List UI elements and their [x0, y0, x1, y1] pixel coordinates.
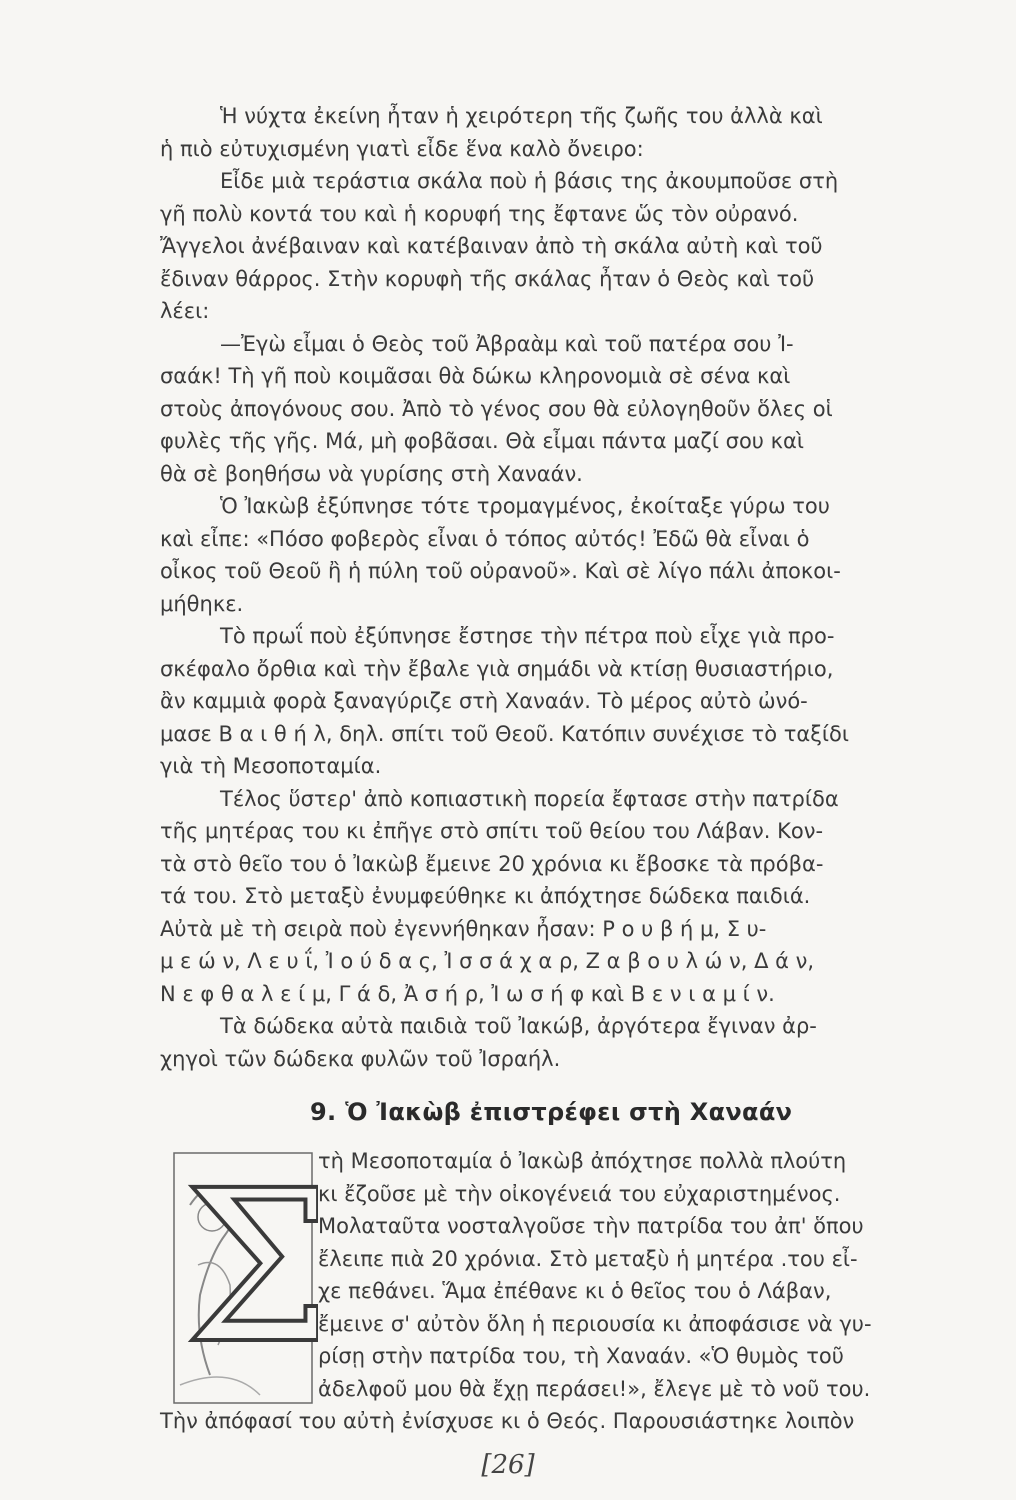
text-block-last-line — [160, 1405, 960, 1438]
text-line: Μολαταῦτα νοσταλγοῦσε τὴν πατρίδα του ἀπ' ὅπου — [318, 1214, 864, 1238]
paragraph-laban — [160, 783, 960, 1011]
dropcap-letter: Σ — [183, 1145, 318, 1390]
text-line: Ἡ νύχτα ἐκείνη ἦταν ἡ χειρότερη τῆς ζωῆς του ἀλλὰ καὶ — [220, 104, 823, 128]
text-line: ἔλειπε πιὰ 20 χρόνια. Στὸ μεταξὺ ἡ μητέρα .του εἶ- — [318, 1246, 858, 1271]
text-line: Τὴν ἀπόφασί του αὐτὴ ἐνίσχυσε κι ὁ Θεός. Παρουσιάστηκε λοιπὸν — [160, 1409, 855, 1433]
illustrated-dropcap — [170, 1145, 318, 1410]
text-line: τὴ Μεσοποταμία ὁ Ἰακὼβ ἀπόχτησε πολλὰ πλούτη — [318, 1149, 847, 1173]
text-line: γιὰ τὴ Μεσοποταμία. — [160, 754, 382, 778]
text-line: τά του. Στὸ μεταξὺ ἐνυμφεύθηκε κι ἀπόχτησε δώδεκα παιδιά. — [160, 884, 811, 908]
text-line: Τὰ δώδεκα αὐτὰ παιδιὰ τοῦ Ἰακώβ, ἀργότερα ἔγιναν ἀρ- — [220, 1014, 817, 1038]
text-line: γῆ πολὺ κοντά του καὶ ἡ κορυφή της ἔφτανε ὥς τὸν οὐρανό. — [160, 201, 799, 226]
text-line: μ ε ώ ν, Λ ε υ ΐ, Ἰ ο ύ δ α ς, Ἰ σ σ ά χ α ρ, Ζ α β ο υ λ ώ ν, Δ ά ν, — [160, 949, 815, 973]
dropcap-illustration — [170, 1145, 318, 1410]
text-line: ἂν καμμιὰ φορὰ ξαναγύριζε στὴ Χαναάν. Τὸ μέρος αὐτὸ ὠνό- — [160, 689, 808, 713]
text-line: σαάκ! Τὴ γῆ ποὺ κοιμᾶσαι θὰ δώκω κληρονομιὰ σὲ σένα καὶ — [160, 364, 791, 388]
page-number: [26] — [481, 1450, 535, 1480]
text-line: Εἶδε μιὰ τεράστια σκάλα ποὺ ἡ βάσις της ἀκουμποῦσε στὴ — [220, 169, 839, 193]
text-line: Τὸ πρωΐ ποὺ ἐξύπνησε ἔστησε τὴν πέτρα ποὺ εἶχε γιὰ προ- — [220, 624, 835, 648]
text-block-dropcap — [318, 1145, 960, 1405]
text-line: Τέλος ὕστερ' ἀπὸ κοπιαστικὴ πορεία ἔφτασε στὴν πατρίδα — [220, 786, 839, 811]
text-line: ἡ πιὸ εὐτυχισμένη γιατὶ εἶδε ἕνα καλὸ ὄνειρο: — [160, 136, 644, 161]
paragraph-return-intro — [318, 1145, 960, 1405]
paragraph-continuation — [160, 1405, 960, 1438]
paragraph-gods-words — [160, 328, 960, 491]
text-line: ἔδιναν θάρρος. Στὴν κορυφὴ τῆς σκάλας ἦταν ὁ Θεὸς καὶ τοῦ — [160, 266, 815, 291]
text-line: Ὁ Ἰακὼβ ἐξύπνησε τότε τρομαγμένος, ἐκοίταξε γύρω του — [220, 494, 830, 518]
paragraph-ladder — [160, 165, 960, 328]
text-line: μήθηκε. — [160, 591, 244, 616]
text-line: λέει: — [160, 299, 210, 323]
text-block-upper — [160, 100, 960, 1075]
text-line: Αὐτὰ μὲ τὴ σειρὰ ποὺ ἐγεννήθηκαν ἦσαν: Ρ ο υ β ή μ, Σ υ- — [160, 916, 767, 941]
text-line: χε πεθάνει. Ἅμα ἐπέθανε κι ὁ θεῖος του ὁ Λάβαν, — [318, 1279, 832, 1303]
text-line: Ν ε φ θ α λ ε ί μ, Γ ά δ, Ἀ σ ή ρ, Ἰ ω σ ή φ καὶ Β ε ν ι α μ ί ν. — [160, 981, 775, 1006]
text-line: τῆς μητέρας του κι ἐπῆγε στὸ σπίτι τοῦ θείου του Λάβαν. Κον- — [160, 819, 824, 843]
chapter-heading: 9. Ὁ Ἰακὼβ ἐπιστρέφει στὴ Χαναάν — [310, 1098, 793, 1126]
text-line: θὰ σὲ βοηθήσω νὰ γυρίσης στὴ Χαναάν. — [160, 461, 583, 486]
text-line: κι ἔζοῦσε μὲ τὴν οἰκογένειά του εὐχαριστημένος. — [318, 1181, 841, 1206]
text-line: στοὺς ἀπογόνους σου. Ἀπὸ τὸ γένος σου θὰ εὐλογηθοῦν ὅλες οἱ — [160, 396, 833, 421]
text-line: οἶκος τοῦ Θεοῦ ἢ ἡ πύλη τοῦ οὐρανοῦ». Καὶ σὲ λίγο πάλι ἀποκοι- — [160, 559, 841, 583]
text-line: φυλὲς τῆς γῆς. Μά, μὴ φοβᾶσαι. Θὰ εἶμαι πάντα μαζί σου καὶ — [160, 429, 804, 453]
paragraph-waking — [160, 490, 960, 620]
text-line: Ἄγγελοι ἀνέβαιναν καὶ κατέβαιναν ἀπὸ τὴ σκάλα αὐτὴ καὶ τοῦ — [160, 234, 823, 258]
paragraph-dream — [160, 100, 960, 165]
text-line: ἔμεινε σ' αὐτὸν ὅλη ἡ περιουσία κι ἀποφάσισε νὰ γυ- — [318, 1311, 872, 1336]
text-line: ρίσῃ στὴν πατρίδα του, τὴ Χαναάν. «Ὁ θυμὸς τοῦ — [318, 1344, 844, 1368]
paragraph-twelve-tribes — [160, 1010, 960, 1075]
paragraph-bethel — [160, 620, 960, 783]
text-line: χηγοὶ τῶν δώδεκα φυλῶν τοῦ Ἰσραήλ. — [160, 1046, 561, 1071]
text-line: τὰ στὸ θεῖο του ὁ Ἰακὼβ ἔμεινε 20 χρόνια κι ἔβοσκε τὰ πρόβα- — [160, 851, 824, 876]
text-line: καὶ εἶπε: «Πόσο φοβερὸς εἶναι ὁ τόπος αὐτός! Ἐδῶ θὰ εἶναι ὁ — [160, 526, 810, 551]
text-line: —Ἐγὼ εἶμαι ὁ Θεὸς τοῦ Ἀβραὰμ καὶ τοῦ πατέρα σου Ἰ- — [220, 331, 794, 356]
text-line: σκέφαλο ὄρθια καὶ τὴν ἔβαλε γιὰ σημάδι νὰ κτίσῃ θυσιαστήριο, — [160, 656, 834, 681]
text-line: μασε Β α ι θ ή λ, δηλ. σπίτι τοῦ Θεοῦ. Κατόπιν συνέχισε τὸ ταξίδι — [160, 721, 849, 746]
text-line: ἀδελφοῦ μου θὰ ἔχῃ περάσει!», ἔλεγε μὲ τὸ νοῦ του. — [318, 1376, 871, 1401]
